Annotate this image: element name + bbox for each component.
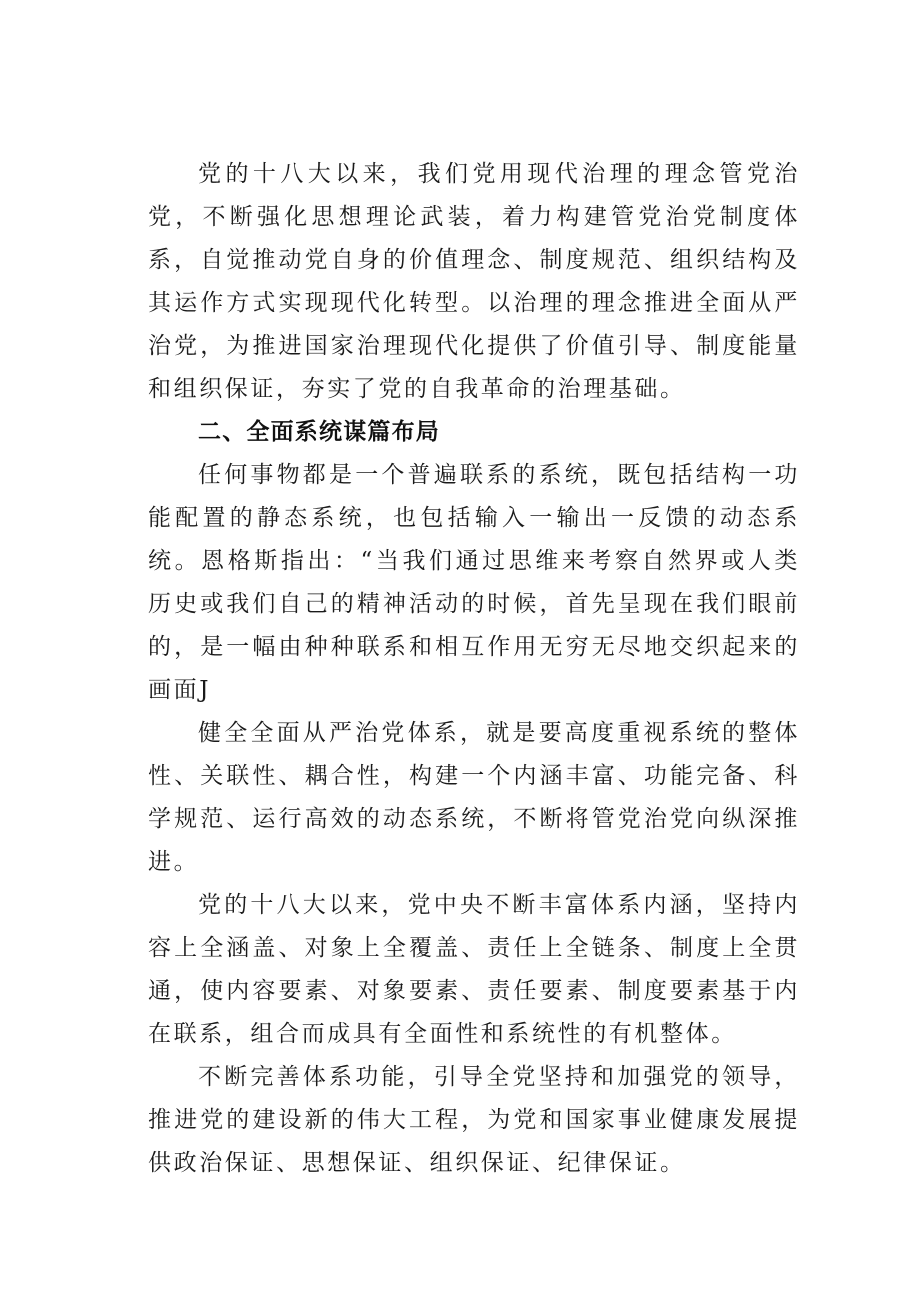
paragraph-system-function: 不断完善体系功能，引导全党坚持和加强党的领导，推进党的建设新的伟大工程，为党和国家事业健康发展提供政治保证、思想保证、组织保证、纪律保证。 (148, 1064, 800, 1176)
section-heading: 二、全面系统谋篇布局 (198, 419, 440, 445)
paragraph-system-content: 党的十八大以来，党中央不断丰富体系内涵，坚持内容上全涵盖、对象上全覆盖、责任上全链条、制度上全贯通，使内容要素、对象要素、责任要素、制度要素基于内在联系，组合而成具有全面性和系统性的有机整体。 (148, 892, 800, 1047)
paragraph-governance-modernization: 党的十八大以来，我们党用现代治理的理念管党治党，不断强化思想理论武装，着力构建管党治党制度体系，自觉推动党自身的价值理念、制度规范、组织结构及其运作方式实现现代化转型。以治理的理念推进全面从严治党，为推进国家治理现代化提供了价值引导、制度能量和组织保证，夯实了党的自我革命的治理基础。 (148, 161, 800, 402)
document-body (148, 153, 800, 1185)
paragraph-system-engels: 任何事物都是一个普遍联系的系统，既包括结构一功能配置的静态系统，也包括输入一输出一反馈的动态系统。恩格斯指出：“当我们通过思维来考察自然界或人类历史或我们自己的精神活动的时候，首先呈现在我们眼前的，是一幅由种种联系和相互作用无穷无尽地交织起来的画面J (148, 462, 800, 703)
paragraph-system-integrity: 健全全面从严治党体系，就是要高度重视系统的整体性、关联性、耦合性，构建一个内涵丰富、功能完备、科学规范、运行高效的动态系统，不断将管党治党向纵深推进。 (148, 720, 800, 875)
